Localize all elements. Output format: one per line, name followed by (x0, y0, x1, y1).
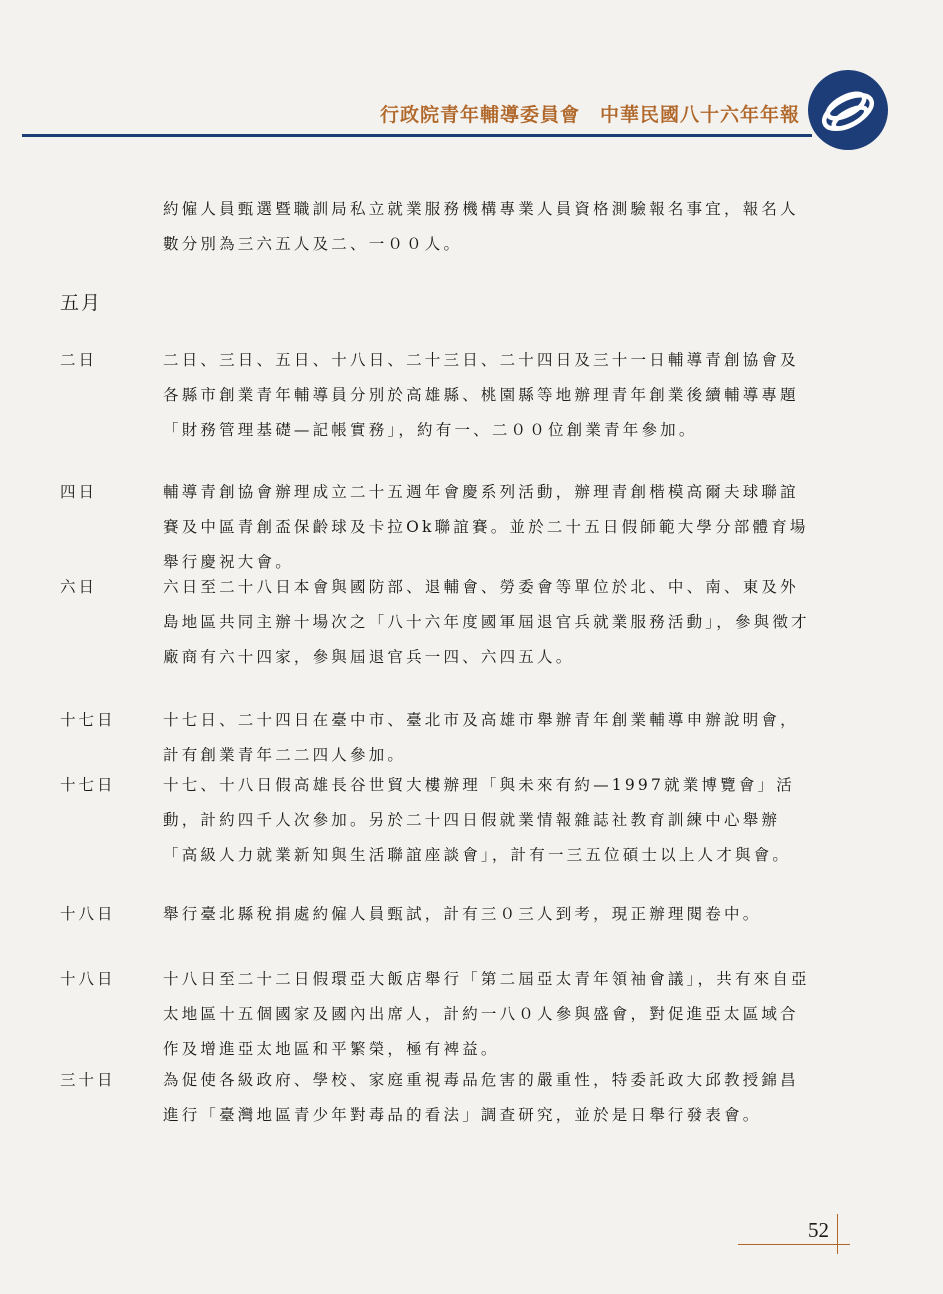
page-number: 52 (808, 1218, 829, 1242)
entry-date: 十八日 (60, 905, 116, 923)
entry-text: 十八日至二十二日假環亞大飯店舉行「第二屆亞太青年領袖會議」，共有來自亞太地區十五個國家及國內出席人，計約一八０人參與盛會，對促進亞太區域合作及增進亞太地區和平繁榮，極有裨益。 (163, 970, 810, 1058)
entry-date: 十七日 (60, 711, 116, 729)
entry-date: 三十日 (60, 1071, 116, 1089)
council-logo-icon (806, 68, 890, 152)
entry-date: 十七日 (60, 776, 116, 794)
entry-text: 為促使各級政府、學校、家庭重視毒品危害的嚴重性，特委託政大邱教授錦昌進行「臺灣地區青少年對毒品的看法」調查研究，並於是日舉行發表會。 (163, 1071, 799, 1124)
entry-text: 六日至二十八日本會與國防部、退輔會、勞委會等單位於北、中、南、東及外島地區共同主辦十場次之「八十六年度國軍屆退官兵就業服務活動」，參與徵才廠商有六十四家，參與屆退官兵一四、六四五人。 (163, 578, 810, 666)
header-rule (22, 134, 812, 137)
entry-text: 十七、十八日假高雄長谷世貿大樓辦理「與未來有約—1997就業博覽會」活動，計約四千人次參加。另於二十四日假就業情報雜誌社教育訓練中心舉辦「高級人力就業新知與生活聯誼座談會」，計有一三五位碩士以上人才與會。 (163, 776, 795, 864)
entry-text: 舉行臺北縣稅捐處約僱人員甄試，計有三０三人到考，現正辦理閱卷中。 (163, 905, 762, 923)
entry-date: 四日 (60, 483, 98, 501)
page-number-divider (837, 1214, 838, 1254)
entry-date: 二日 (60, 351, 98, 369)
header-title: 行政院青年輔導委員會 中華民國八十六年年報 (379, 104, 800, 126)
entry-text: 十七日、二十四日在臺中市、臺北市及高雄市舉辦青年創業輔導申辦說明會，計有創業青年二二四人參加。 (163, 711, 799, 764)
entry-date: 十八日 (60, 970, 116, 988)
intro-paragraph: 約僱人員甄選暨職訓局私立就業服務機構專業人員資格測驗報名事宜，報名人數分別為三六五人及二、一００人。 (163, 200, 799, 253)
page-number-rule (738, 1244, 850, 1245)
entry-date: 六日 (60, 578, 98, 596)
month-heading: 五月 (60, 292, 103, 314)
entry-text: 輔導青創協會辦理成立二十五週年會慶系列活動，辦理青創楷模高爾夫球聯誼賽及中區青創盃保齡球及卡拉Ok聯誼賽。並於二十五日假師範大學分部體育場舉行慶祝大會。 (163, 483, 809, 571)
entry-text: 二日、三日、五日、十八日、二十三日、二十四日及三十一日輔導青創協會及各縣市創業青年輔導員分別於高雄縣、桃園縣等地辦理青年創業後續輔導專題「財務管理基礎—記帳實務」，約有一、二００位創業青年參加。 (163, 351, 799, 439)
